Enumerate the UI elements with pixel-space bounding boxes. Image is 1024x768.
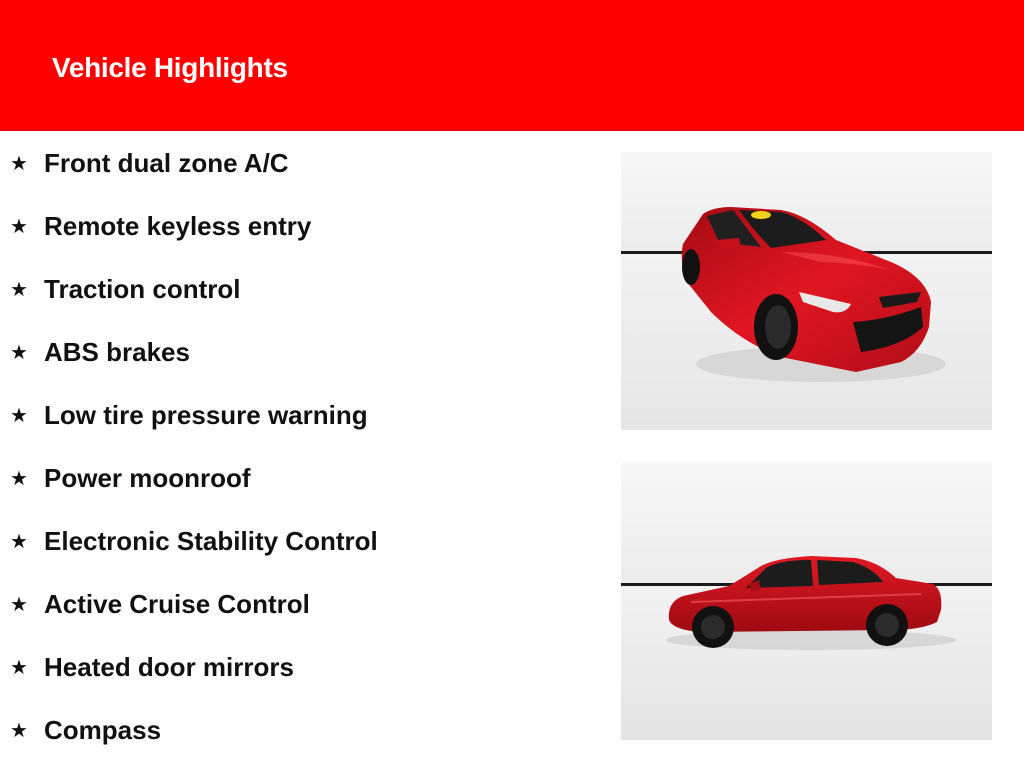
list-item [10, 710, 161, 750]
car-front-three-quarter-photo [621, 152, 992, 430]
list-item [10, 584, 310, 624]
feature-label: Power moonroof [44, 462, 251, 493]
star-icon: ★ [10, 341, 28, 364]
page-title: Vehicle Highlights [52, 52, 288, 83]
list-item [10, 395, 368, 435]
feature-label: Low tire pressure warning [44, 399, 368, 430]
list-item [10, 332, 190, 372]
list-item [10, 647, 294, 687]
star-icon: ★ [10, 404, 28, 427]
star-icon: ★ [10, 215, 28, 238]
car-side-illustration [621, 462, 992, 740]
star-icon: ★ [10, 467, 28, 490]
star-icon: ★ [10, 152, 28, 175]
feature-label: Active Cruise Control [44, 588, 310, 619]
feature-label: Heated door mirrors [44, 651, 294, 682]
feature-label: Compass [44, 714, 162, 745]
car-side-profile-photo [621, 462, 992, 740]
list-item [10, 206, 311, 246]
car-front-illustration [621, 152, 992, 430]
feature-label: Remote keyless entry [44, 210, 312, 241]
list-item [10, 269, 240, 309]
star-icon: ★ [10, 278, 28, 301]
feature-label: Traction control [44, 273, 241, 304]
header-banner [0, 0, 1024, 131]
list-item [10, 143, 289, 183]
feature-label: Front dual zone A/C [44, 147, 289, 178]
list-item [10, 458, 251, 498]
feature-label: Electronic Stability Control [44, 525, 378, 556]
star-icon: ★ [10, 656, 28, 679]
feature-label: ABS brakes [44, 336, 190, 367]
star-icon: ★ [10, 719, 28, 742]
list-item [10, 521, 378, 561]
star-icon: ★ [10, 530, 28, 553]
star-icon: ★ [10, 593, 28, 616]
